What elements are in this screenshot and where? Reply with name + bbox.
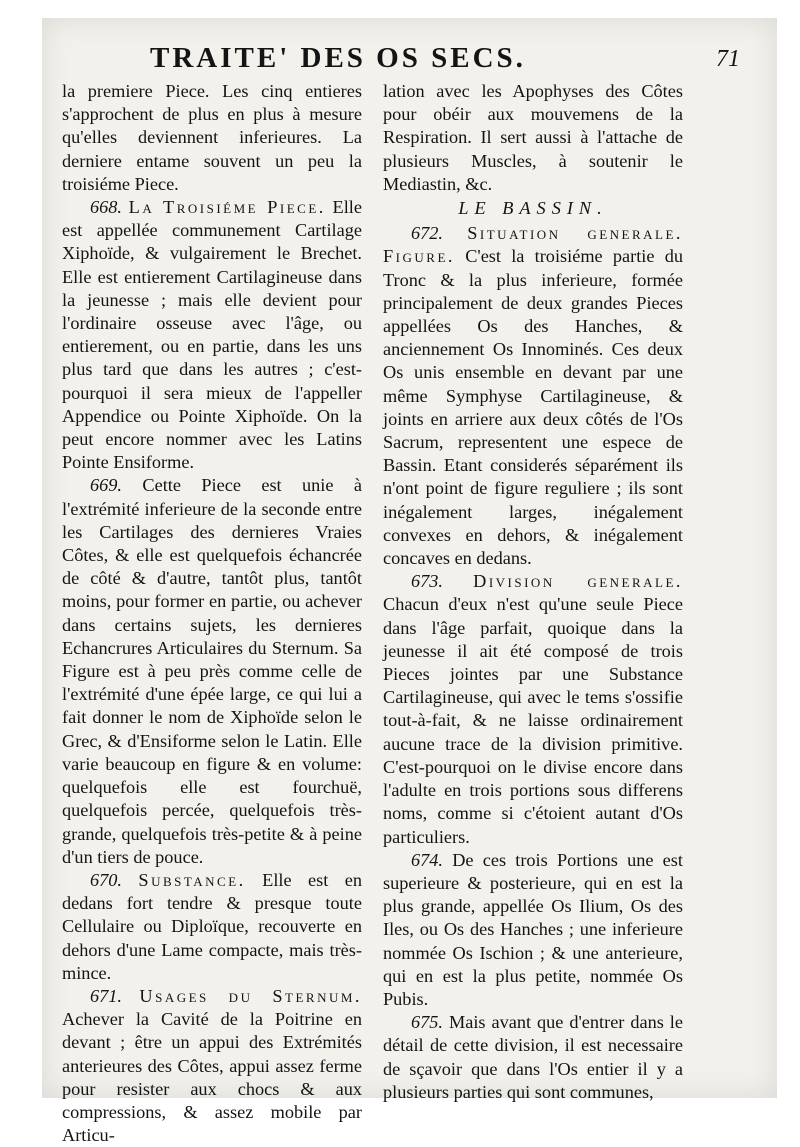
paragraph-number: 675. [411, 1012, 443, 1033]
left-column [62, 80, 362, 1147]
paragraph-text: Elle est en dedans fort tendre & presque toute Cellulaire ou Diploïque, recouverte en dehors d'une Lame compacte, mais très-mince. [62, 869, 362, 983]
paragraph-text: De ces trois Portions une est superieure & posterieure, qui en est la plus grande, appellée Os Ilium, Os des Iles, ou Os des Hanches ; une inferieure nommée Os Ischion ; & une anterieure, qui en est la plus petite, nommée Os Pubis. [383, 849, 683, 1009]
paragraph-670 [62, 869, 362, 985]
section-title: LE BASSIN. [458, 198, 608, 219]
paragraph-heading: Substance. [138, 869, 246, 890]
paragraph-heading: Division generale. [473, 571, 683, 592]
paragraph-heading: La Troisiéme Piece. [128, 197, 326, 218]
paragraph-674 [383, 849, 683, 1011]
running-title: TRAITE' DES OS SECS. [150, 42, 526, 74]
paragraph-number: 670. [90, 869, 122, 890]
paragraph-heading: Situation generale. Figure. [383, 223, 683, 267]
paragraph-number: 669. [90, 475, 122, 496]
paragraph-number: 668. [90, 197, 122, 218]
paragraph [383, 80, 683, 196]
paragraph-number: 671. [90, 985, 122, 1006]
paragraph-672 [383, 222, 683, 570]
paragraph-text: C'est la troisiéme partie du Tronc & la plus inferieure, formée principalement de deux grandes Pieces appellées Os des Hanches, & anciennement Os Innominés. Ces deux Os unis ensemble en devant par une même Symphyse Cartilagineuse, & joints en arriere aux deux côtés de l'Os Sacrum, representent une espece de Bassin. Etant considerés séparément ils n'ont point de figure reguliere ; ils sont inégalement larges, inégalement convexes en dehors, & inégalement concaves en dedans. [383, 246, 683, 569]
paragraph-675 [383, 1011, 683, 1104]
paragraph-669 [62, 474, 362, 868]
paragraph [62, 80, 362, 196]
page-number: 71 [716, 46, 740, 72]
paragraph-673 [383, 570, 683, 848]
paragraph-text: Mais avant que d'entrer dans le détail de cette division, il est necessaire de sçavoir que dans l'Os entier il y a plusieurs parties qui sont communes, [383, 1012, 683, 1102]
paragraph-number: 673. [411, 571, 443, 592]
paragraph-text: lation avec les Apophyses des Côtes pour obéir aux mouvemens de la Respiration. Il sert aussi à l'attache de plusieurs Muscles, à soutenir le Mediastin, &c. [383, 81, 683, 194]
paragraph-text: Cette Piece est unie à l'extrémité inferieure de la seconde entre les Cartilages des dernieres Vraies Côtes, & elle est quelquefois échancrée de côté & d'autre, tantôt plus, tantôt moins, pour former en partie, ou achever dans certains sujets, les dernieres Echancrures Articulaires du Sternum. Sa Figure est à peu près comme celle de l'extrémité d'une épée large, ce qui lui a fait donner le nom de Xiphoïde selon le Grec, & d'Ensiforme selon le Latin. Elle varie beaucoup en figure & en volume: quelquefois elle est fourchuë, quelquefois percée, quelquefois très-grande, quelquefois très-petite & à peine d'un tiers de pouce. [62, 475, 362, 867]
paragraph-671 [62, 985, 362, 1147]
paragraph-text: Achever la Cavité de la Poitrine en devant ; être un appui des Extrémités anterieures des Côtes, appui assez ferme pour resister aux chocs & aux compressions, & assez mobile par Articu- [62, 1009, 362, 1146]
paragraph-668 [62, 196, 362, 474]
paragraph-heading: Usages du Sternum. [139, 985, 362, 1006]
paragraph-text: Elle est appellée communement Cartilage Xiphoïde, & vulgairement le Brechet. Elle est entierement Cartilagineuse dans la jeunesse ; mais elle devient pour l'ordinaire osseuse avec l'âge, ou entierement, ou en partie, dans les uns plus tard que dans les autres ; c'est-pourquoi il sera mieux de l'appeller Appendice ou Pointe Xiphoïde. On la peut encore nommer avec les Latins Pointe Ensiforme. [62, 197, 362, 473]
right-column [383, 80, 683, 1104]
paragraph-number: 672. [411, 223, 443, 244]
paragraph-text: la premiere Piece. Les cinq entieres s'approchent de plus en plus à mesure qu'elles deviennent inferieures. La derniere entame souvent un peu la troisiéme Piece. [62, 81, 362, 194]
paragraph-text: Chacun d'eux n'est qu'une seule Piece dans l'âge parfait, quoique dans la jeunesse il ait été composé de trois Pieces jointes par une Substance Cartilagineuse, qui avec le tems s'ossifie tout-à-fait, & ne laisse ordinairement aucune trace de la division primitive. C'est-pourquoi on le divise encore dans l'adulte en trois portions sous differens noms, comme si c'étoient autant d'Os particuliers. [383, 594, 683, 847]
paragraph-number: 674. [411, 849, 443, 870]
